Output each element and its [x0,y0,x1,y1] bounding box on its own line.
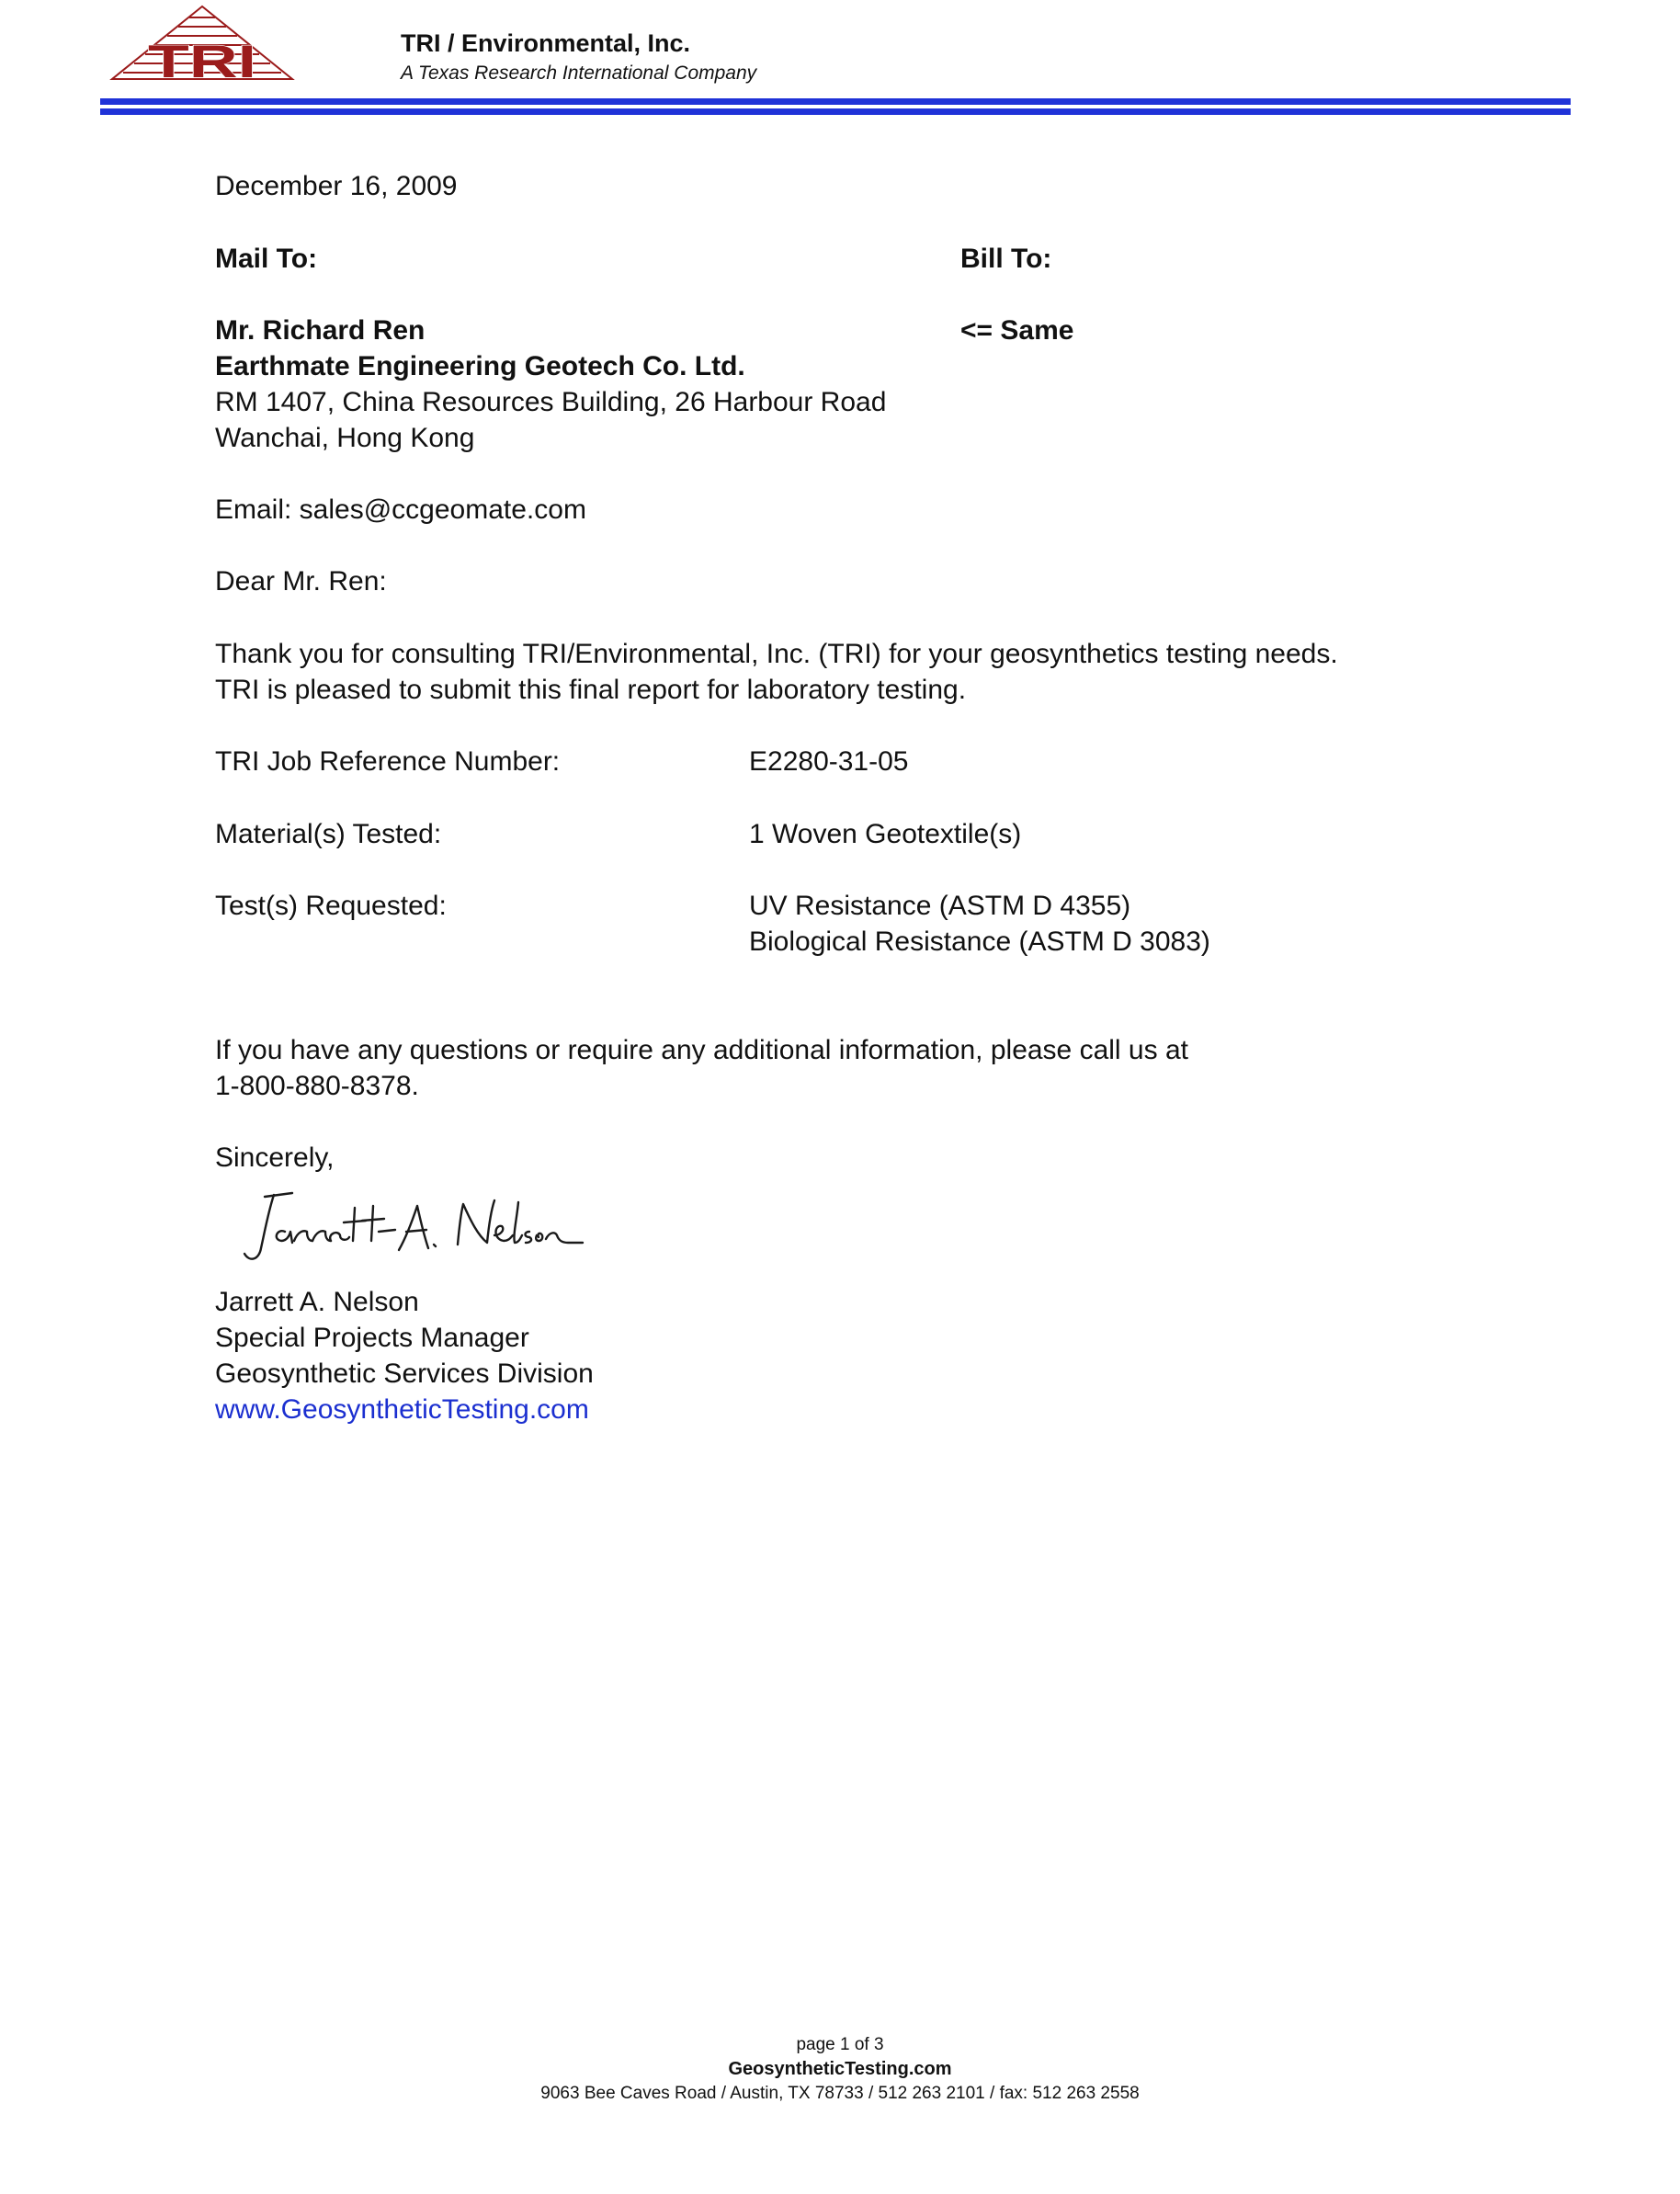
address-line-2: Wanchai, Hong Kong [215,423,475,453]
letter-date: December 16, 2009 [215,171,458,201]
header-rule-bottom [100,108,1571,115]
address-line-1: RM 1407, China Resources Building, 26 Harbour Road [215,387,887,417]
intro-line-1: Thank you for consulting TRI/Environmental, Inc. (TRI) for your geosynthetics testing needs. [215,639,1338,669]
closing-line-1: If you have any questions or require any additional information, please call us at [215,1035,1188,1065]
tests-value-2: Biological Resistance (ASTM D 3083) [749,926,1210,957]
bill-to-label: Bill To: [960,244,1052,274]
job-ref-value: E2280-31-05 [749,746,909,777]
bill-to-value: <= Same [960,315,1074,346]
intro-line-2: TRI is pleased to submit this final report for laboratory testing. [215,675,967,705]
footer-website: GeosyntheticTesting.com [728,2059,952,2079]
signer-division: Geosynthetic Services Division [215,1358,594,1389]
signer-name: Jarrett A. Nelson [215,1287,419,1317]
recipient-company: Earthmate Engineering Geotech Co. Ltd. [215,351,745,381]
materials-label: Material(s) Tested: [215,819,442,849]
recipient-name: Mr. Richard Ren [215,315,426,346]
sign-off: Sincerely, [215,1142,335,1173]
materials-value: 1 Woven Geotextile(s) [749,819,1022,849]
company-name: TRI / Environmental, Inc. [401,29,691,57]
company-tagline: A Texas Research International Company [401,63,757,84]
closing-line-2: 1-800-880-8378. [215,1071,419,1101]
tri-logo [108,4,297,83]
website-link[interactable]: www.GeosyntheticTesting.com [215,1394,589,1425]
tests-label: Test(s) Requested: [215,891,447,921]
header-rule-top [100,98,1571,105]
signature-image [237,1184,586,1271]
job-ref-label: TRI Job Reference Number: [215,746,561,777]
page-number: page 1 of 3 [796,2035,884,2054]
email-line: Email: sales@ccgeomate.com [215,495,586,525]
logo-text: TRI [148,36,256,83]
signer-title: Special Projects Manager [215,1323,529,1353]
tests-value-1: UV Resistance (ASTM D 4355) [749,891,1131,921]
footer-address: 9063 Bee Caves Road / Austin, TX 78733 / 512 263 2101 / fax: 512 263 2558 [540,2084,1140,2103]
salutation: Dear Mr. Ren: [215,566,387,597]
mail-to-label: Mail To: [215,244,318,274]
